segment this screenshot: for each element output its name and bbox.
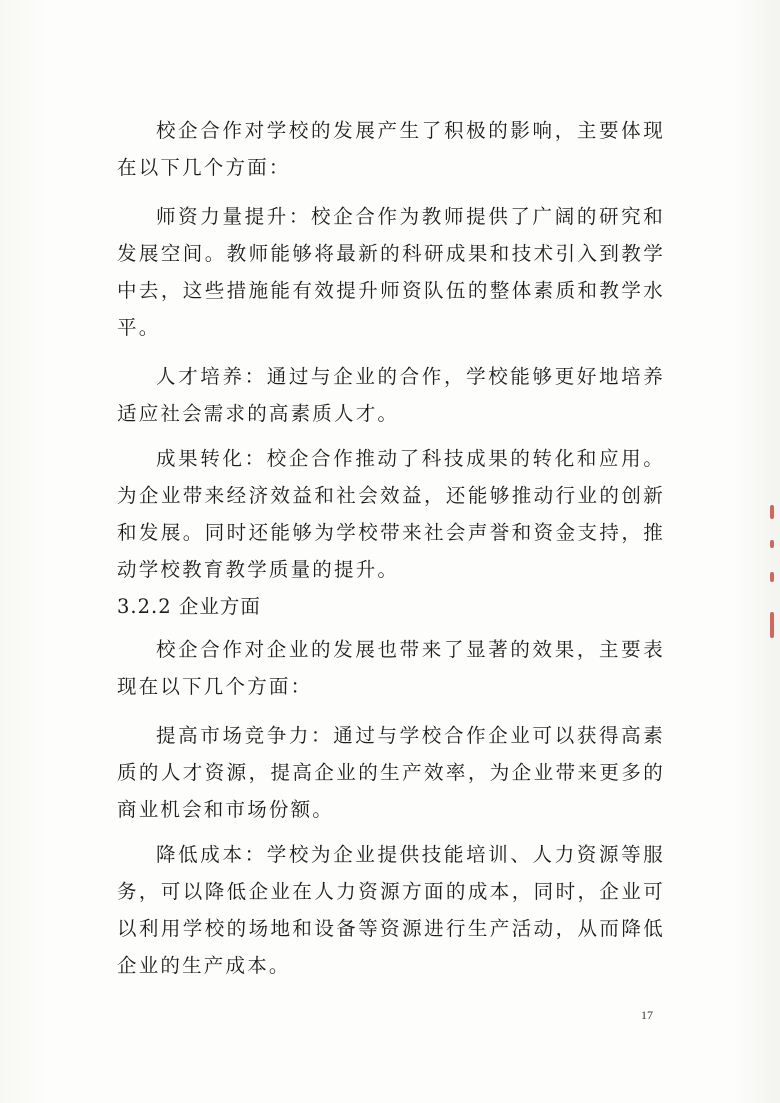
paragraph-cost-reduction: 降低成本：学校为企业提供技能培训、人力资源等服务，可以降低企业在人力资源方面的成本，同时，企业可以利用学校的场地和设备等资源进行生产活动，从而降低企业的生产成本。 xyxy=(117,843,665,977)
paragraph-market-competitiveness: 提高市场竞争力：通过与学校合作企业可以获得高素质的人才资源，提高企业的生产效率，为企业带来更多的商业机会和市场份额。 xyxy=(117,724,665,821)
seal-edge-mark xyxy=(770,540,774,548)
paragraph-school-impact-intro: 校企合作对学校的发展产生了积极的影响，主要体现在以下几个方面： xyxy=(117,119,665,179)
page-body xyxy=(117,112,665,984)
seal-edge-mark xyxy=(770,612,774,638)
seal-edge-mark xyxy=(770,572,774,582)
seal-edge-mark xyxy=(770,505,774,519)
section-heading: 3.2.2 企业方面 xyxy=(117,595,261,618)
paragraph-talent-cultivation: 人才培养：通过与企业的合作，学校能够更好地培养适应社会需求的高素质人才。 xyxy=(117,365,665,425)
paragraph-achievement-transfer: 成果转化：校企合作推动了科技成果的转化和应用。为企业带来经济效益和社会效益，还能够推动行业的创新和发展。同时还能够为学校带来社会声誉和资金支持，推动学校教育教学质量的提升。 xyxy=(117,447,665,581)
paragraph-enterprise-impact-intro: 校企合作对企业的发展也带来了显著的效果，主要表现在以下几个方面： xyxy=(117,638,665,698)
page-number: 17 xyxy=(641,1008,653,1022)
paragraph-faculty-strength: 师资力量提升：校企合作为教师提供了广阔的研究和发展空间。教师能够将最新的科研成果和技术引入到教学中去，这些措施能有效提升师资队伍的整体素质和教学水平。 xyxy=(117,205,665,339)
